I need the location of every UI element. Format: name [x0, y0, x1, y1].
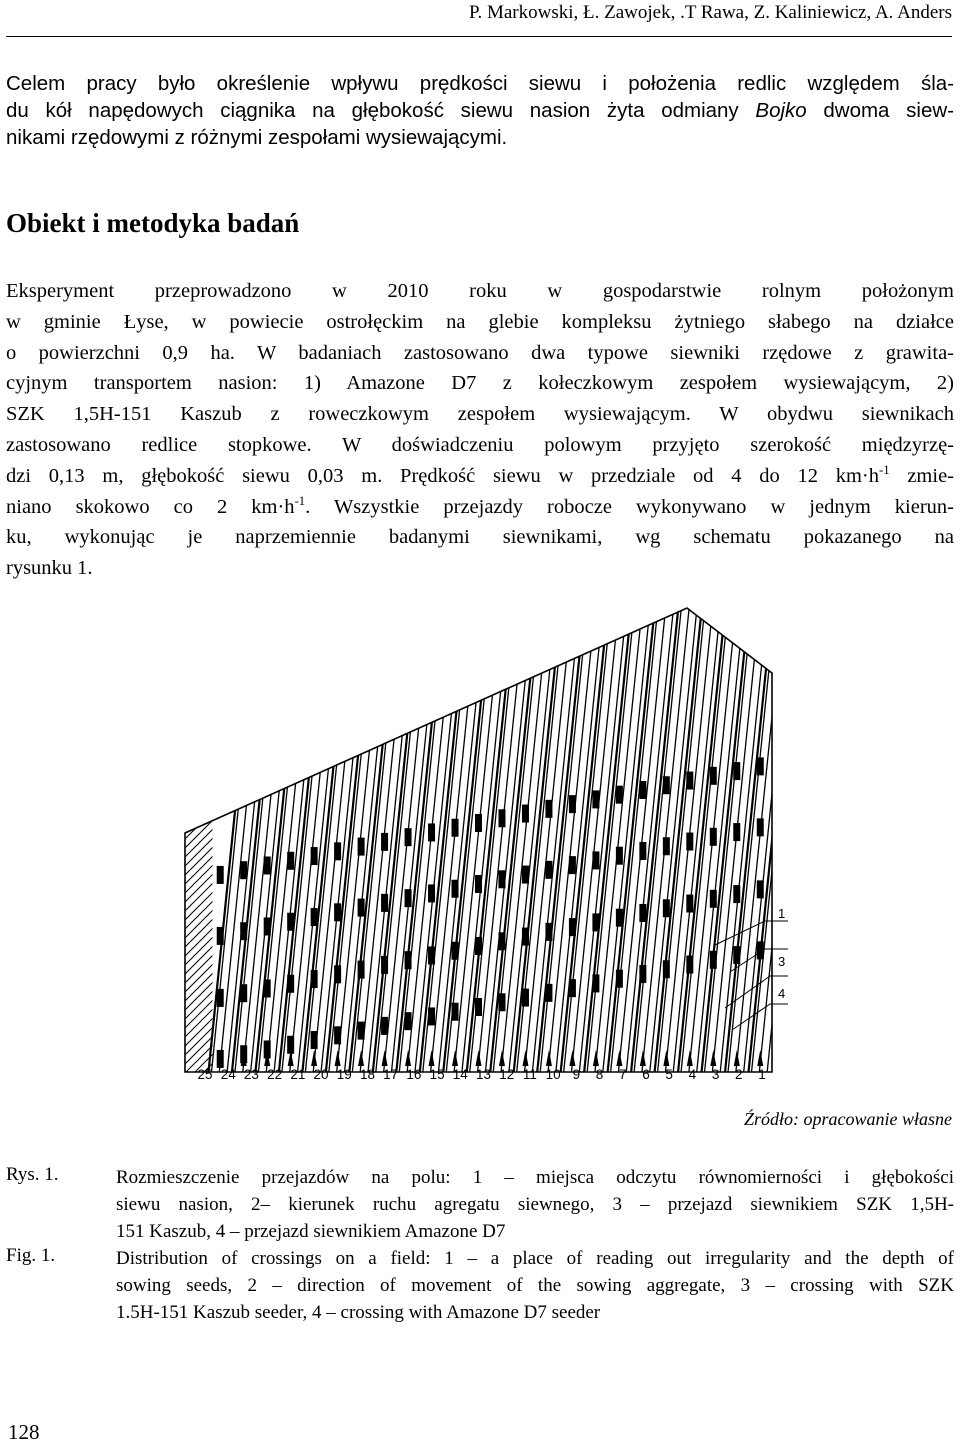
reading-point-marker — [334, 1026, 341, 1044]
reading-point-marker — [686, 772, 693, 790]
reading-point-marker — [616, 970, 623, 988]
reading-point-marker — [545, 923, 552, 941]
reading-point-marker — [264, 979, 271, 997]
reading-point-marker — [686, 956, 693, 974]
reading-point-marker — [217, 989, 224, 1007]
variety-name: Bojko — [755, 99, 807, 122]
reading-point-marker — [757, 880, 764, 898]
reading-point-marker — [287, 913, 294, 931]
reading-point-marker — [663, 960, 670, 978]
reading-point-marker — [475, 937, 482, 955]
pass-number: 4 — [688, 1067, 697, 1082]
reading-point-marker — [639, 842, 646, 860]
reading-point-marker — [217, 866, 224, 884]
section-heading: Obiekt i metodyka badań — [6, 208, 300, 238]
field-diagram — [170, 600, 810, 1092]
caption-line: Distribution of crossings on a field: 1 – a place of reading out irregularity and the depth of — [116, 1248, 954, 1269]
reading-point-marker — [569, 918, 576, 936]
intro-paragraph — [6, 70, 954, 151]
reading-point-marker — [522, 928, 529, 946]
reading-point-marker — [710, 767, 717, 785]
reading-point-marker — [452, 880, 459, 898]
reading-point-marker — [639, 904, 646, 922]
pass-number: 9 — [572, 1067, 581, 1082]
reading-point-marker — [334, 842, 341, 860]
reading-point-marker — [498, 993, 505, 1011]
intro-line: nikami rzędowymi z różnymi zespołami wysiewającymi. — [6, 126, 508, 149]
caption-line: sowing seeds, 2 – direction of movement of the sowing aggregate, 3 – crossing with SZK — [116, 1275, 954, 1296]
reading-point-marker — [616, 786, 623, 804]
body-line: Eksperyment przeprowadzono w 2010 roku w gospodarstwie rolnym położonym — [6, 280, 954, 302]
exponent: -1 — [879, 462, 890, 477]
caption-line: Rozmieszczenie przejazdów na polu: 1 – miejsca odczytu równomierności i głębokości — [116, 1167, 954, 1188]
body-line: zastosowano redlice stopkowe. W doświadczeniu polowym przyjęto szerokość międzyrzę- — [6, 433, 954, 456]
reading-point-marker — [452, 942, 459, 960]
reading-point-marker — [334, 903, 341, 921]
reading-point-marker — [452, 819, 459, 837]
reading-point-marker — [639, 965, 646, 983]
callout-label-2: 3 — [778, 954, 786, 969]
reading-point-marker — [498, 809, 505, 827]
reading-point-marker — [358, 838, 365, 856]
reading-point-marker — [381, 833, 388, 851]
pass-number: 12 — [499, 1067, 515, 1082]
reading-point-marker — [334, 965, 341, 983]
reading-point-marker — [405, 889, 412, 907]
figure-label-pl: Rys. 1. — [6, 1164, 59, 1185]
caption-line: siewu nasion, 2– kierunek ruchu agregatu siewnego, 3 – przejazd siewnikiem SZK 1,5H- — [116, 1194, 954, 1215]
body-line: ku, wykonując je naprzemiennie badanymi siewnikami, wg schematu pokazanego na — [6, 526, 954, 549]
body-line: rysunku 1. — [6, 557, 93, 580]
pass-number: 1 — [758, 1067, 766, 1082]
pass-number: 25 — [197, 1067, 213, 1082]
reading-point-marker — [592, 913, 599, 931]
exponent: -1 — [294, 493, 306, 508]
reading-point-marker — [240, 861, 247, 879]
reading-point-marker — [592, 974, 599, 992]
reading-point-marker — [545, 861, 552, 879]
body-line — [6, 461, 954, 492]
reading-point-marker — [287, 852, 294, 870]
reading-point-marker — [264, 856, 271, 874]
sowing-row-line — [767, 600, 810, 1072]
reading-point-marker — [428, 884, 435, 902]
reading-point-marker — [522, 866, 529, 884]
reading-point-marker — [311, 1031, 318, 1049]
pass-number: 17 — [383, 1067, 399, 1082]
body-line: o powierzchni 0,9 ha. W badaniach zastosowano dwa typowe siewniki rzędowe z grawita- — [6, 341, 954, 364]
figure-caption-pl — [116, 1164, 954, 1245]
reading-point-marker — [522, 805, 529, 823]
pass-number: 8 — [595, 1067, 604, 1082]
body-line — [6, 492, 954, 523]
reading-point-marker — [405, 951, 412, 969]
reading-point-marker — [311, 970, 318, 988]
caption-line: 151 Kaszub, 4 – przejazd siewnikiem Amazone D7 — [116, 1221, 506, 1242]
page-number: 128 — [8, 1420, 40, 1444]
pass-number: 22 — [267, 1067, 283, 1082]
reading-point-marker — [710, 890, 717, 908]
pass-number: 14 — [452, 1067, 468, 1082]
reading-point-marker — [240, 922, 247, 940]
reading-point-marker — [616, 847, 623, 865]
reading-point-marker — [381, 1017, 388, 1035]
reading-point-marker — [498, 932, 505, 950]
callout-label-3: 4 — [778, 986, 786, 1001]
body-paragraph — [6, 276, 954, 584]
running-header: P. Markowski, Ł. Zawojek, .T Rawa, Z. Kaliniewicz, A. Anders — [468, 2, 952, 23]
pass-number: 16 — [406, 1067, 422, 1082]
figure-label-en: Fig. 1. — [6, 1245, 56, 1266]
reading-point-marker — [428, 1007, 435, 1025]
pass-number: 20 — [313, 1067, 329, 1082]
reading-point-marker — [381, 956, 388, 974]
reading-point-marker — [358, 1022, 365, 1040]
reading-point-marker — [264, 917, 271, 935]
reading-point-marker — [311, 847, 318, 865]
pass-number: 10 — [545, 1067, 561, 1082]
reading-point-marker — [498, 870, 505, 888]
reading-point-marker — [663, 776, 670, 794]
reading-point-marker — [733, 823, 740, 841]
pass-number: 7 — [618, 1067, 627, 1082]
reading-point-marker — [475, 998, 482, 1016]
pass-number: 6 — [642, 1067, 650, 1082]
reading-point-marker — [639, 781, 646, 799]
reading-point-marker — [522, 989, 529, 1007]
reading-point-marker — [663, 837, 670, 855]
body-text: niano skokowo co 2 km·h — [6, 495, 295, 518]
reading-point-marker — [428, 823, 435, 841]
reading-point-marker — [240, 984, 247, 1002]
reading-point-marker — [475, 814, 482, 832]
pass-number: 5 — [665, 1067, 673, 1082]
reading-point-marker — [616, 909, 623, 927]
reading-point-marker — [686, 833, 693, 851]
caption-line: 1.5H-151 Kaszub seeder, 4 – crossing with Amazone D7 seeder — [116, 1302, 601, 1323]
reading-point-marker — [757, 818, 764, 836]
reading-point-marker — [545, 984, 552, 1002]
pass-number: 13 — [475, 1067, 492, 1082]
reading-point-marker — [475, 875, 482, 893]
body-line: cyjnym transportem nasion: 1) Amazone D7 z kołeczkowym zespołem wysiewającym, 2) — [6, 372, 954, 395]
reading-point-marker — [569, 856, 576, 874]
reading-point-marker — [710, 828, 717, 846]
reading-point-marker — [358, 899, 365, 917]
body-text: dzi 0,13 m, głębokość siewu 0,03 m. Prędkość siewu w przedziale od 4 do 12 km·h — [6, 464, 879, 487]
pass-number: 18 — [359, 1067, 375, 1082]
figure-source: Źródło: opracowanie własne — [743, 1109, 952, 1129]
reading-point-marker — [686, 895, 693, 913]
reading-point-marker — [405, 1012, 412, 1030]
reading-point-marker — [287, 975, 294, 993]
pass-number: 23 — [243, 1067, 259, 1082]
reading-point-marker — [452, 1003, 459, 1021]
reading-point-marker — [733, 946, 740, 964]
figure-caption-en — [116, 1245, 954, 1326]
pass-number: 19 — [336, 1067, 352, 1082]
reading-point-marker — [545, 800, 552, 818]
body-text: . Wszystkie przejazdy robocze wykonywano w jednym kierun- — [305, 495, 954, 518]
reading-point-marker — [733, 885, 740, 903]
intro-text: du kół napędowych ciągnika na głębokość siewu nasion żyta odmiany — [6, 99, 756, 122]
pass-number: 3 — [711, 1067, 720, 1082]
intro-line — [6, 97, 954, 124]
reading-point-marker — [710, 951, 717, 969]
intro-text: dwoma siew- — [806, 99, 954, 122]
reading-point-marker — [569, 979, 576, 997]
body-text: zmie- — [889, 464, 954, 487]
reading-point-marker — [428, 946, 435, 964]
reading-point-marker — [569, 795, 576, 813]
intro-line: Celem pracy było określenie wpływu prędkości siewu i położenia redlic względem śla- — [6, 72, 954, 95]
pass-number: 11 — [522, 1067, 537, 1082]
pass-number: 21 — [290, 1067, 306, 1082]
pass-number: 2 — [735, 1067, 743, 1082]
body-line: w gminie Łyse, w powiecie ostrołęckim na glebie kompleksu żytniego słabego na działce — [6, 310, 954, 333]
reading-point-marker — [358, 961, 365, 979]
reading-point-marker — [217, 927, 224, 945]
reading-point-marker — [405, 828, 412, 846]
body-line: SZK 1,5H-151 Kaszub z roweczkowym zespołem wysiewającym. W obydwu siewnikach — [6, 403, 954, 426]
reading-point-marker — [757, 757, 764, 775]
pass-number: 15 — [429, 1067, 445, 1082]
hatch-line — [170, 782, 215, 1072]
reading-point-marker — [311, 908, 318, 926]
pass-number: 24 — [220, 1067, 236, 1082]
reading-point-marker — [381, 894, 388, 912]
header-rule — [6, 36, 952, 37]
reading-point-marker — [663, 899, 670, 917]
reading-point-marker — [592, 790, 599, 808]
callout-label-1: 1 — [778, 906, 786, 921]
reading-point-marker — [733, 762, 740, 780]
reading-point-marker — [592, 851, 599, 869]
